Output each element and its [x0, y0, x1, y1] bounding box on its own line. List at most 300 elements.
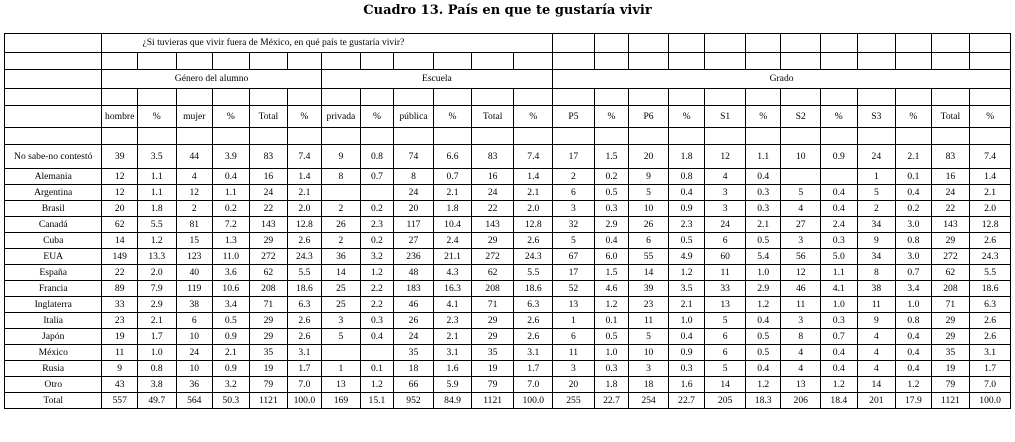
table-cell: 25: [321, 281, 361, 297]
table-cell: [321, 185, 361, 201]
row-label: Alemania: [5, 169, 102, 185]
table-cell: 4: [781, 345, 821, 361]
table-cell: 0.9: [668, 345, 705, 361]
table-cell: 24: [176, 345, 213, 361]
table-cell: 0.5: [745, 329, 781, 345]
blank-row: [5, 128, 1011, 145]
column-header: P6: [629, 106, 669, 128]
blank-cell: [102, 128, 138, 145]
table-cell: 18: [393, 361, 434, 377]
table-cell: 29: [249, 313, 288, 329]
table-cell: 1.8: [668, 145, 705, 169]
table-cell: 13: [321, 377, 361, 393]
table-cell: 0.4: [896, 329, 932, 345]
table-cell: 17: [553, 265, 595, 281]
blank-cell: [970, 34, 1011, 53]
table-cell: [781, 169, 821, 185]
table-cell: 29: [931, 313, 970, 329]
column-header: %: [821, 106, 858, 128]
table-cell: 14: [857, 377, 896, 393]
blank-cell: [434, 89, 472, 106]
table-cell: 100.0: [514, 393, 553, 409]
table-cell: 6.3: [288, 297, 321, 313]
table-cell: 17.9: [896, 393, 932, 409]
table-cell: 2.2: [361, 281, 393, 297]
table-cell: 1.0: [745, 265, 781, 281]
table-row: [5, 281, 1011, 297]
table-cell: 27: [393, 233, 434, 249]
table-cell: 12: [705, 145, 746, 169]
table-cell: 0.4: [668, 329, 705, 345]
table-cell: 50.3: [213, 393, 250, 409]
table-cell: 2.1: [745, 217, 781, 233]
table-cell: 1.5: [594, 145, 629, 169]
table-cell: 2.0: [137, 265, 176, 281]
blank-cell: [471, 53, 514, 70]
table-cell: 1.4: [514, 169, 553, 185]
table-cell: 4: [781, 201, 821, 217]
table-cell: 5.4: [745, 249, 781, 265]
table-cell: 7.4: [514, 145, 553, 169]
table-cell: 1: [321, 361, 361, 377]
group-header-grado: Grado: [553, 70, 1011, 89]
blank-cell: [594, 53, 629, 70]
blank-cell: [931, 128, 970, 145]
table-cell: 3.0: [896, 249, 932, 265]
table-cell: 1.7: [514, 361, 553, 377]
table-cell: 0.4: [896, 345, 932, 361]
table-cell: 952: [393, 393, 434, 409]
blank-cell: [102, 89, 138, 106]
table-cell: 16: [931, 169, 970, 185]
blank-cell: [5, 106, 102, 128]
table-cell: 2.3: [434, 313, 472, 329]
column-header: %: [213, 106, 250, 128]
table-cell: 3.9: [213, 145, 250, 169]
column-header: S2: [781, 106, 821, 128]
table-cell: 1.8: [434, 201, 472, 217]
table-cell: 24: [393, 329, 434, 345]
table-cell: 26: [321, 217, 361, 233]
blank-cell: [931, 34, 970, 53]
table-cell: 11: [102, 345, 138, 361]
table-cell: 36: [176, 377, 213, 393]
table-cell: 4.1: [434, 297, 472, 313]
table-cell: 4: [705, 169, 746, 185]
blank-cell: [5, 53, 102, 70]
table-cell: 18.6: [288, 281, 321, 297]
table-cell: 6: [705, 345, 746, 361]
blank-cell: [821, 128, 858, 145]
blank-cell: [821, 34, 858, 53]
table-cell: 52: [553, 281, 595, 297]
table-cell: 1.1: [821, 265, 858, 281]
data-table: [4, 33, 1011, 409]
group-header-row: [5, 70, 1011, 89]
table-cell: 1.2: [745, 377, 781, 393]
table-cell: 1.2: [137, 233, 176, 249]
table-cell: 9: [321, 145, 361, 169]
blank-cell: [668, 53, 705, 70]
table-cell: 5: [553, 233, 595, 249]
table-cell: 3: [781, 233, 821, 249]
table-row: [5, 233, 1011, 249]
table-cell: 24.3: [288, 249, 321, 265]
table-cell: 2.9: [745, 281, 781, 297]
table-cell: 0.4: [821, 345, 858, 361]
blank-cell: [553, 34, 595, 53]
table-cell: 183: [393, 281, 434, 297]
table-cell: 6: [553, 185, 595, 201]
table-cell: 0.7: [821, 329, 858, 345]
table-cell: 12: [102, 169, 138, 185]
table-cell: 24: [471, 185, 514, 201]
blank-cell: [514, 89, 553, 106]
table-cell: 79: [249, 377, 288, 393]
blank-cell: [361, 89, 393, 106]
table-cell: 272: [931, 249, 970, 265]
table-cell: 11.0: [213, 249, 250, 265]
table-cell: 2.9: [137, 297, 176, 313]
table-cell: 13: [705, 297, 746, 313]
table-cell: 0.8: [896, 233, 932, 249]
table-cell: 2: [857, 201, 896, 217]
table-cell: 2: [176, 201, 213, 217]
table-cell: 0.4: [745, 169, 781, 185]
table-cell: 55: [629, 249, 669, 265]
table-cell: 2.6: [970, 233, 1011, 249]
column-header: P5: [553, 106, 595, 128]
table-cell: 4: [781, 361, 821, 377]
table-cell: 83: [931, 145, 970, 169]
table-cell: 0.9: [668, 201, 705, 217]
table-cell: 3.2: [213, 377, 250, 393]
blank-cell: [781, 53, 821, 70]
table-cell: 22.7: [594, 393, 629, 409]
table-cell: 62: [471, 265, 514, 281]
table-cell: 62: [931, 265, 970, 281]
table-cell: 1.1: [137, 185, 176, 201]
table-cell: 39: [102, 145, 138, 169]
blank-cell: [668, 89, 705, 106]
table-cell: 0.4: [896, 185, 932, 201]
blank-cell: [629, 53, 669, 70]
table-cell: 16: [471, 169, 514, 185]
table-cell: 21.1: [434, 249, 472, 265]
table-cell: 12.8: [514, 217, 553, 233]
table-cell: 8: [393, 169, 434, 185]
column-header: %: [970, 106, 1011, 128]
blank-cell: [781, 128, 821, 145]
table-cell: 11: [781, 297, 821, 313]
table-cell: 3: [781, 313, 821, 329]
table-cell: 0.4: [821, 361, 858, 377]
table-cell: 10: [781, 145, 821, 169]
table-cell: 123: [176, 249, 213, 265]
table-cell: 0.3: [745, 201, 781, 217]
table-cell: 7.0: [514, 377, 553, 393]
table-cell: 2.0: [288, 201, 321, 217]
blank-cell: [249, 128, 288, 145]
table-cell: 40: [176, 265, 213, 281]
table-row: [5, 361, 1011, 377]
row-label: España: [5, 265, 102, 281]
table-cell: 1.2: [745, 297, 781, 313]
table-cell: 0.4: [213, 169, 250, 185]
table-cell: 5.9: [434, 377, 472, 393]
table-cell: 119: [176, 281, 213, 297]
table-cell: 2.6: [514, 329, 553, 345]
blank-cell: [594, 89, 629, 106]
table-cell: 7.0: [970, 377, 1011, 393]
table-cell: 71: [931, 297, 970, 313]
table-cell: 1.8: [594, 377, 629, 393]
table-cell: 2.0: [970, 201, 1011, 217]
table-cell: 1.6: [668, 377, 705, 393]
table-cell: 0.7: [434, 169, 472, 185]
table-cell: 29: [471, 329, 514, 345]
table-cell: 12: [102, 185, 138, 201]
table-cell: 143: [471, 217, 514, 233]
blank-cell: [705, 34, 746, 53]
table-cell: 1.4: [288, 169, 321, 185]
table-cell: 2.1: [434, 329, 472, 345]
table-cell: 79: [471, 377, 514, 393]
table-cell: 6: [553, 329, 595, 345]
table-cell: 2.3: [361, 217, 393, 233]
table-cell: 22.7: [668, 393, 705, 409]
table-row: [5, 185, 1011, 201]
table-cell: 6: [705, 233, 746, 249]
table-cell: 14: [705, 377, 746, 393]
table-cell: 1121: [249, 393, 288, 409]
table-cell: 205: [705, 393, 746, 409]
table-cell: 5.5: [288, 265, 321, 281]
table-cell: 2.1: [434, 185, 472, 201]
table-cell: 16: [249, 169, 288, 185]
row-label: Japón: [5, 329, 102, 345]
table-cell: 3.4: [213, 297, 250, 313]
table-cell: 29: [931, 233, 970, 249]
table-cell: 20: [553, 377, 595, 393]
row-label: Francia: [5, 281, 102, 297]
table-cell: 6: [705, 329, 746, 345]
blank-cell: [5, 89, 102, 106]
table-cell: 0.1: [361, 361, 393, 377]
table-cell: 60: [705, 249, 746, 265]
table-cell: 2.1: [514, 185, 553, 201]
table-cell: 3.5: [668, 281, 705, 297]
row-label: Argentina: [5, 185, 102, 201]
blank-cell: [745, 53, 781, 70]
blank-cell: [553, 128, 595, 145]
blank-cell: [288, 53, 321, 70]
table-cell: 0.7: [361, 169, 393, 185]
blank-cell: [705, 53, 746, 70]
blank-cell: [213, 53, 250, 70]
table-cell: 4: [857, 329, 896, 345]
blank-cell: [594, 34, 629, 53]
table-cell: 1.0: [821, 297, 858, 313]
table-cell: 19: [471, 361, 514, 377]
table-cell: 7.4: [288, 145, 321, 169]
table-row: [5, 377, 1011, 393]
blank-cell: [629, 34, 669, 53]
table-cell: 11: [857, 297, 896, 313]
table-cell: 0.4: [821, 185, 858, 201]
blank-cell: [931, 53, 970, 70]
table-cell: 2.6: [514, 313, 553, 329]
column-header: %: [745, 106, 781, 128]
table-cell: 29: [931, 329, 970, 345]
table-cell: 24: [393, 185, 434, 201]
table-cell: 1: [553, 313, 595, 329]
blank-cell: [213, 89, 250, 106]
blank-cell: [361, 128, 393, 145]
question-text: ¿Si tuvieras que vivir fuera de México, en qué país te gustaría vivir?: [102, 34, 553, 53]
table-cell: 5: [629, 185, 669, 201]
blank-cell: [745, 89, 781, 106]
table-cell: 1.5: [594, 265, 629, 281]
table-cell: 79: [931, 377, 970, 393]
table-cell: 149: [102, 249, 138, 265]
row-label: EUA: [5, 249, 102, 265]
table-cell: 15: [176, 233, 213, 249]
table-cell: 7.0: [288, 377, 321, 393]
table-cell: 56: [781, 249, 821, 265]
table-cell: 26: [629, 217, 669, 233]
table-cell: 24: [857, 145, 896, 169]
table-cell: 2.1: [288, 185, 321, 201]
blank-row: [5, 53, 1011, 70]
table-cell: [361, 185, 393, 201]
blank-cell: [5, 34, 102, 53]
table-cell: 34: [857, 249, 896, 265]
table-cell: 1.1: [137, 169, 176, 185]
group-header-genero: Género del alumno: [102, 70, 321, 89]
table-cell: 6.0: [594, 249, 629, 265]
table-cell: 0.8: [361, 145, 393, 169]
table-cell: 2.1: [896, 145, 932, 169]
blank-cell: [213, 128, 250, 145]
table-cell: 19: [931, 361, 970, 377]
table-cell: 3: [705, 201, 746, 217]
table-cell: 2.2: [361, 297, 393, 313]
table-cell: 8: [321, 169, 361, 185]
table-cell: 5: [705, 313, 746, 329]
table-cell: 24.3: [970, 249, 1011, 265]
table-cell: 0.5: [745, 233, 781, 249]
table-cell: 11: [553, 345, 595, 361]
table-cell: 3.4: [896, 281, 932, 297]
table-cell: 2.9: [594, 217, 629, 233]
blank-cell: [629, 89, 669, 106]
table-cell: 6: [176, 313, 213, 329]
blank-cell: [857, 53, 896, 70]
table-cell: 5: [629, 329, 669, 345]
table-cell: 2.6: [288, 313, 321, 329]
table-cell: 3.0: [896, 217, 932, 233]
column-header: %: [896, 106, 932, 128]
table-cell: 24: [705, 217, 746, 233]
table-cell: 9: [629, 169, 669, 185]
table-cell: 0.3: [668, 361, 705, 377]
table-cell: 29: [471, 313, 514, 329]
blank-cell: [594, 128, 629, 145]
table-cell: 23: [629, 297, 669, 313]
blank-cell: [102, 53, 138, 70]
table-cell: 0.3: [745, 185, 781, 201]
column-header: %: [514, 106, 553, 128]
row-label: México: [5, 345, 102, 361]
blank-cell: [176, 89, 213, 106]
table-cell: 84.9: [434, 393, 472, 409]
table-cell: 0.5: [594, 185, 629, 201]
table-cell: 71: [249, 297, 288, 313]
blank-cell: [393, 53, 434, 70]
blank-cell: [249, 89, 288, 106]
table-row: [5, 249, 1011, 265]
table-cell: 4.3: [434, 265, 472, 281]
table-cell: 2.1: [668, 297, 705, 313]
table-cell: 1.0: [668, 313, 705, 329]
table-cell: 5.5: [137, 217, 176, 233]
table-cell: 0.2: [213, 201, 250, 217]
table-cell: 2.1: [137, 313, 176, 329]
table-cell: 32: [553, 217, 595, 233]
table-cell: 13.3: [137, 249, 176, 265]
row-label: Brasil: [5, 201, 102, 217]
table-cell: 3: [705, 185, 746, 201]
table-cell: 5: [705, 361, 746, 377]
table-cell: 33: [102, 297, 138, 313]
blank-cell: [781, 89, 821, 106]
column-header: privada: [321, 106, 361, 128]
table-cell: 10: [629, 345, 669, 361]
table-cell: 9: [857, 313, 896, 329]
table-cell: 11: [629, 313, 669, 329]
table-cell: 18.6: [514, 281, 553, 297]
table-cell: 1.4: [970, 169, 1011, 185]
table-cell: 22: [249, 201, 288, 217]
table-row: [5, 201, 1011, 217]
table-cell: 3.5: [137, 145, 176, 169]
table-cell: 35: [931, 345, 970, 361]
column-header: %: [668, 106, 705, 128]
table-cell: [321, 345, 361, 361]
table-cell: 35: [393, 345, 434, 361]
table-cell: 0.2: [361, 201, 393, 217]
table-cell: 2.4: [434, 233, 472, 249]
table-cell: 44: [176, 145, 213, 169]
table-cell: 62: [249, 265, 288, 281]
blank-row: [5, 89, 1011, 106]
table-cell: 1121: [471, 393, 514, 409]
group-header-escuela: Escuela: [321, 70, 553, 89]
table-cell: 254: [629, 393, 669, 409]
table-cell: 2: [321, 201, 361, 217]
table-cell: 2.1: [213, 345, 250, 361]
table-cell: 10.6: [213, 281, 250, 297]
column-header: %: [594, 106, 629, 128]
table-cell: 39: [629, 281, 669, 297]
table-cell: 5.0: [821, 249, 858, 265]
column-header: %: [434, 106, 472, 128]
table-cell: 22: [471, 201, 514, 217]
table-cell: 0.5: [213, 313, 250, 329]
table-cell: 0.2: [896, 201, 932, 217]
blank-cell: [361, 53, 393, 70]
